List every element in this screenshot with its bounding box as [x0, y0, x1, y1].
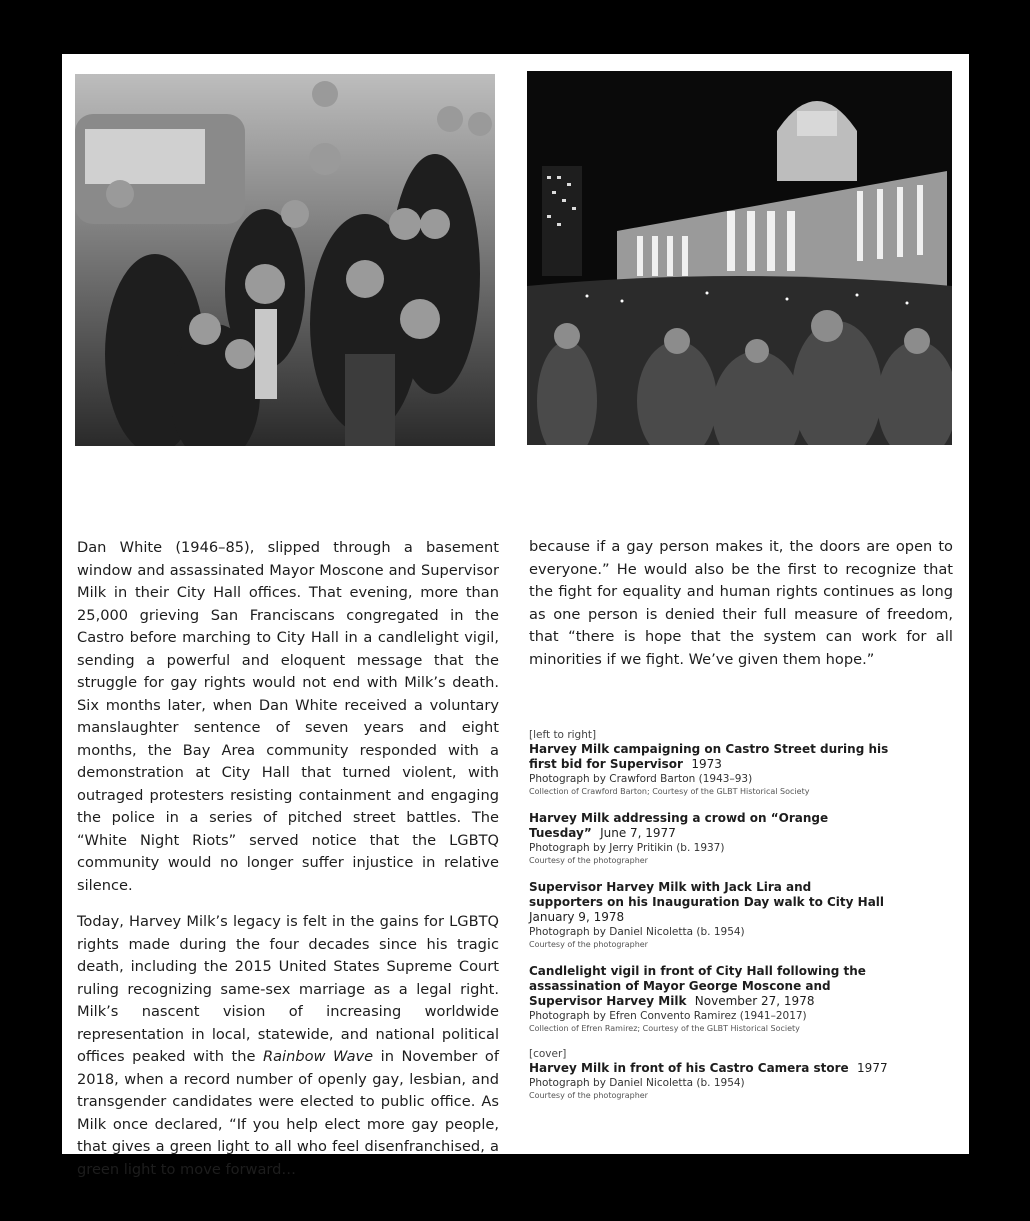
photo-captions	[529, 729, 889, 1115]
caption-title-text: Harvey Milk in front of his Castro Camera store	[529, 1061, 849, 1075]
caption-note: Courtesy of the photographer	[529, 1091, 648, 1100]
caption-date: June 7, 1977	[600, 826, 676, 840]
caption-credit: Photograph by Crawford Barton (1943–93)	[529, 773, 753, 785]
caption-credit: Photograph by Daniel Nicoletta (b. 1954)	[529, 926, 745, 938]
caption-date: 1977	[857, 1061, 888, 1075]
caption-title	[529, 964, 889, 1009]
caption-tag: [cover]	[529, 1048, 567, 1060]
caption-credit: Photograph by Jerry Pritikin (b. 1937)	[529, 842, 725, 854]
caption-title-text: Harvey Milk campaigning on Castro Street during his first bid for Supervisor	[529, 742, 889, 771]
caption-title	[529, 880, 889, 925]
caption-title	[529, 1061, 889, 1076]
caption-tag: [left to right]	[529, 729, 597, 741]
caption-credit: Photograph by Daniel Nicoletta (b. 1954)	[529, 1077, 745, 1089]
caption-castro-street	[529, 729, 889, 797]
caption-orange-tuesday	[529, 811, 889, 866]
caption-note: Collection of Efren Ramirez; Courtesy of the GLBT Historical Society	[529, 1024, 800, 1033]
photo-city-hall-vigil-image	[527, 71, 952, 445]
caption-date: 1973	[691, 757, 722, 771]
body-right-column	[529, 536, 953, 671]
caption-note: Collection of Crawford Barton; Courtesy of the GLBT Historical Society	[529, 787, 810, 796]
caption-date: November 27, 1978	[694, 994, 815, 1008]
caption-title-text: Supervisor Harvey Milk with Jack Lira and supporters on his Inauguration Day walk to City Hall	[529, 880, 885, 909]
paragraph-legacy	[77, 911, 499, 1181]
caption-title-text: Candlelight vigil in front of City Hall following the assassination of Mayor George Moscone and Supervisor Harvey Milk	[529, 964, 866, 1008]
caption-candlelight-vigil	[529, 964, 889, 1034]
paragraph-assassination-text: Dan White (1946–85), slipped through a basement window and assassinated Mayor Moscone and Supervisor Milk in their City Hall offices. That evening, more than 25,000 grieving San Franciscans congregated in the Castro before marching to City Hall in a candlelight vigil, sending a powerful and eloquent message that the struggle for gay rights would not end with Milk’s death. Six months later, when Dan White received a voluntary manslaughter sentence of seven years and eight months, the Bay Area community responded with a demonstration at City Hall that turned violent, with outraged protesters resisting containment and engaging the police in a series of pitched street battles. The “White Night Riots” served notice that the LGBTQ community would no longer suffer injustice in relative silence.	[77, 539, 499, 894]
caption-note: Courtesy of the photographer	[529, 940, 648, 949]
paragraph-hope	[529, 536, 953, 671]
caption-title	[529, 742, 889, 772]
caption-inauguration-day	[529, 880, 889, 950]
photo-castro-street	[75, 74, 495, 446]
paragraph-hope-text: because if a gay person makes it, the doors are open to everyone.” He would also be the first to recognize that the fight for equality and human rights continues as long as one person is denied their full measure of freedom, that “there is hope that the system can work for all minorities if we fight. We’ve given them hope.”	[529, 538, 953, 668]
paragraph-assassination	[77, 537, 499, 897]
caption-credit: Photograph by Efren Convento Ramirez (1941–2017)	[529, 1010, 807, 1022]
caption-cover	[529, 1048, 889, 1101]
photo-city-hall-vigil	[527, 71, 952, 445]
paragraph-legacy-text-a: Today, Harvey Milk’s legacy is felt in the gains for LGBTQ rights made during the four decades since his tragic death, including the 2015 United States Supreme Court ruling recognizing same-sex marriage as a legal right. Milk’s nascent vision of increasing worldwide representation in local, statewide, and national political offices peaked with the	[77, 913, 499, 1065]
body-left-column	[77, 537, 499, 1181]
caption-title-text: Harvey Milk addressing a crowd on “Orange Tuesday”	[529, 811, 829, 840]
paragraph-legacy-text-b: in November of 2018, when a record number of openly gay, lesbian, and transgender candidates were elected to public office. As Milk once declared, “If you help elect more gay people, that gives a green light to all who feel disenfranchised, a green light to move forward…	[77, 1048, 499, 1178]
caption-date: January 9, 1978	[529, 910, 625, 924]
photo-castro-street-image	[75, 74, 495, 446]
caption-title	[529, 811, 889, 841]
book-page	[62, 54, 969, 1178]
caption-note: Courtesy of the photographer	[529, 856, 648, 865]
rainbow-wave-italic: Rainbow Wave	[262, 1048, 374, 1065]
